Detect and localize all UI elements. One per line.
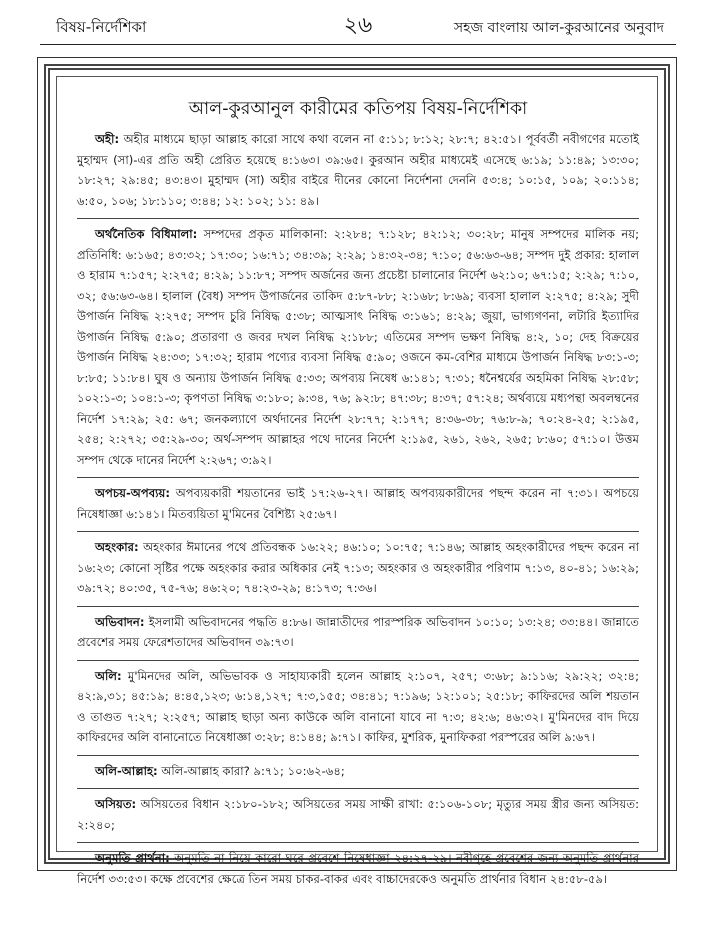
index-entry [77, 610, 639, 657]
index-entry [77, 792, 639, 839]
entry-text: অহংকার ঈমানের পথে প্রতিবন্ধক ১৬:২২; ৪৬:১০; ১০:৭৫; ৭:১৪৬; আল্লাহ অহংকারীদের পছন্দ করেন না ১৬:২৩; কোনো সৃষ্টির পক্ষে অহংকার করার অধিকার নেই ৭:১৩; অহংকার ও অহংকারীর পরিণাম ৭:১৩, ৪০-৪১; ১৬:২৯; ৩৯:৭২; ৪০:৩৫, ৭৫-৭৬; ৪৬:২০; ৭৪:২৩-২৯; ৪:১৭৩; ৭:৩৬। [77, 540, 639, 595]
entry-divider [77, 218, 639, 219]
index-entry [77, 222, 639, 474]
running-header [40, 4, 676, 45]
entry-text: অনুমতি না নিয়ে কারো ঘরে প্রবেশে নিষেধাজ্ঞা ২৪:২৭-২৯। নবীগৃহে প্রবেশের জন্য অনুমতি প্রার্থনার নির্দেশ ৩৩:৫৩। কক্ষে প্রবেশের ক্ষেত্রে তিন সময় চাকর-বাকর এবং বাচ্চাদেরকেও অনুমতি প্রার্থনার বিধান ২৪:৫৮-৫৯। [77, 851, 639, 886]
entry-term: অভিবাদন: [95, 614, 145, 629]
page-title: আল-কুরআনুল কারীমের কতিপয় বিষয়-নির্দেশিকা [188, 99, 528, 119]
entry-divider [77, 755, 639, 756]
page-number: ২৬ [343, 13, 373, 38]
entry-divider [77, 606, 639, 607]
entry-text: অলি-আল্লাহ কারা? ৯:৭১; ১০:৬২-৬৪; [161, 763, 345, 778]
entry-term: অলি-আল্লাহ: [95, 763, 158, 778]
entry-term: অহী: [95, 132, 120, 146]
entry-term: অর্থনৈতিক বিধিমালা: [95, 227, 198, 241]
header-book-title: সহজ বাংলায় আল-কুরআনের অনুবাদ [453, 20, 664, 36]
header-section-title: বিষয়-নির্দেশিকা [56, 18, 147, 36]
entry-divider [77, 788, 639, 789]
entry-divider [77, 477, 639, 478]
entry-divider [77, 842, 639, 843]
entry-text: সম্পদের প্রকৃত মালিকানা: ২:২৮৪; ৭:১২৮; ৪২:১২; ৩০:২৮; মানুষ সম্পদের মালিক নয়; প্রতিনিধি: ৬:১৬৫; ৪৩:৩২; ১৭:৩০; ১৬:৭১; ৩৪:৩৯; ২:২৯; ১৪:৩২-৩৪; ৭:১০; ৫৬:৬৩-৬৪; সম্পদ দুই প্রকার: হালাল ও হারাম ৭:১৫৭; ২:২৭৫; ৪:২৯; ১১:৮৭; সম্পদ অর্জনের জন্য প্রচেষ্টা চালানোর নির্দেশ ৬২:১০; ৬৭:১৫; ২:২৯; ৭:১০, ৩২; ৫৬:৬৩-৬৪। হালাল (বৈধ) সম্পদ উপার্জনের তাকিদ ৫:৮৭-৮৮; ২:১৬৮; ৮:৬৯; ব্যবসা হালাল ২:২৭৫; ৪:২৯; সুদী উপার্জন নিষিদ্ধ ২:২৭৫; সম্পদ চুরি নিষিদ্ধ ৫:৩৮; আত্মসাৎ নিষিদ্ধ ৩:১৬১; ৪:২৯; জুয়া, ভাগ্যগণনা, লটারি ইত্যাদির উপার্জন নিষিদ্ধ ৫:৯০; প্রতারণা ও জবর দখল নিষিদ্ধ ২:১৮৮; এতিমের সম্পদ ভক্ষণ নিষিদ্ধ ৪:২, ১০; দেহ বিক্রয়ের উপার্জন নিষিদ্ধ ২৪:৩৩; ১৭:৩২; হারাম পণ্যের ব্যবসা নিষিদ্ধ ৫:৯০; ওজনে কম-বেশির মাধ্যমে উপার্জন নিষিদ্ধ ৮৩:১-৩; ৮:৮৫; ১১:৮৪। ঘুষ ও অন্যায় উপার্জন নিষিদ্ধ ৫:৩৩; অপব্যয় নিষেধ ৬:১৪১; ৭:৩১; ধনৈশ্বর্যের অহমিকা নিষিদ্ধ ২৮:৫৮; ১০২:১-৩; ১০৪:১-৩; কৃপণতা নিষিদ্ধ ৩:১৮০; ৯:৩৪, ৭৬; ৯২:৮; ৪৭:৩৮; ৪:৩৭; ৫৭:২৪; অর্থব্যয়ে মধ্যপন্থা অবলম্বনের নির্দেশ ১৭:২৯; ২৫: ৬৭; জনকল্যাণে অর্থদানের নির্দেশ ২৮:৭৭; ২:১৭৭; ৪:৩৬-৩৮; ৭৬:৮-৯; ৭০:২৪-২৫; ২:১৯৫, ২৫৪; ২:২৭২; ৩৫:২৯-৩০; অর্থ-সম্পদ আল্লাহর পথে দানের নির্দেশ ২:১৯৫, ২৬১, ২৬২, ২৬৫; ৮:৬০; ৫৭:১০। উত্তম সম্পদ থেকে দানের নির্দেশ ২:২৬৭; ৩:৯২। [77, 227, 640, 467]
entry-text: ইসলামী অভিবাদনের পদ্ধতি ৪:৮৬। জান্নাতীদের পারস্পরিক অভিবাদন ১০:১০; ১৩:২৪; ৩৩:৪৪। জান্নাতে প্রবেশের সময় ফেরেশতাদের অভিবাদন ৩৯:৭৩। [77, 614, 639, 649]
entry-text: অসিয়তের বিধান ২:১৮০-১৮২; অসিয়তের সময় সাক্ষী রাখা: ৫:১০৬-১০৮; মৃত্যুর সময় স্ত্রীর জন্য অসিয়ত: ২:২৪০; [77, 797, 639, 832]
entry-text: অপব্যয়কারী শয়তানের ভাই ১৭:২৬-২৭। আল্লাহ অপব্যয়কারীদের পছন্দ করেন না ৭:৩১। অপচয়ে নিষেধাজ্ঞা ৬:১৪১। মিতব্যয়িতা মু'মিনের বৈশিষ্ট্য ২৫:৬৭। [77, 486, 639, 521]
index-content [77, 96, 639, 893]
index-entry [77, 664, 639, 752]
index-entry [77, 481, 639, 528]
entry-term: অলি: [95, 668, 122, 683]
index-entry [77, 846, 639, 893]
entry-term: অসিয়ত: [95, 797, 137, 811]
index-entry [77, 127, 639, 215]
index-entry [77, 535, 639, 603]
entry-term: অপচয়-অপব্যয়: [95, 486, 171, 500]
entry-text: মু'মিনদের অলি, অভিভাবক ও সাহায্যকারী হলেন আল্লাহ ২:১০৭, ২৫৭; ৩:৬৮; ৯:১১৬; ২৯:২২; ৩২:৪; ৪২:৯,৩১; ৪৫:১৯; ৪:৪৫,১২৩; ৬:১৪,১২৭; ৭:৩,১৫৫; ৩৪:৪১; ৭:১৯৬; ১২:১০১; ২৫:১৮; কাফিরদের অলি শয়তান ও তাগুত ৭:২৭; ২:২৫৭; আল্লাহ ছাড়া অন্য কাউকে অলি বানানো যাবে না ৭:৩; ৪২:৬; ৪৬:৩২। মু'মিনদের বাদ দিয়ে কাফিরদের অলি বানানোতে নিষেধাজ্ঞা ৩:২৮; ৪:১৪৪; ৯:৭১। কাফির, মুশরিক, মুনাফিকরা পরস্পরের অলি ৯:৬৭। [77, 668, 639, 744]
entry-term: অনুমতি প্রার্থনা: [95, 851, 170, 865]
entry-divider [77, 531, 639, 532]
entry-divider [77, 660, 639, 661]
entry-text: অহীর মাধ্যমে ছাড়া আল্লাহ কারো সাথে কথা বলেন না ৫:১১; ৮:১২; ২৮:৭; ৪২:৫১। পূর্ববর্তী নবীগণের মতোই মুহাম্মদ (সা)-এর প্রতি অহী প্রেরিত হয়েছে ৪:১৬৩। ৩৯:৬৫। কুরআন অহীর মাধ্যমেই এসেছে ৬:১৯; ১১:৪৯; ১৩:৩০; ১৮:২৭; ২৯:৪৫; ৪৩:৪৩। মুহাম্মদ (সা) অহীর বাইরে দীনের কোনো নির্দেশনা দেননি ৫৩:৪; ১০:১৫, ১০৯; ২০:১১৪; ৬:৫০, ১০৬; ১৮:১১০; ৩:৪৪; ১২: ১০২; ১১: ৪৯। [77, 132, 639, 208]
entry-term: অহংকার: [95, 540, 139, 554]
index-entry [77, 759, 639, 786]
